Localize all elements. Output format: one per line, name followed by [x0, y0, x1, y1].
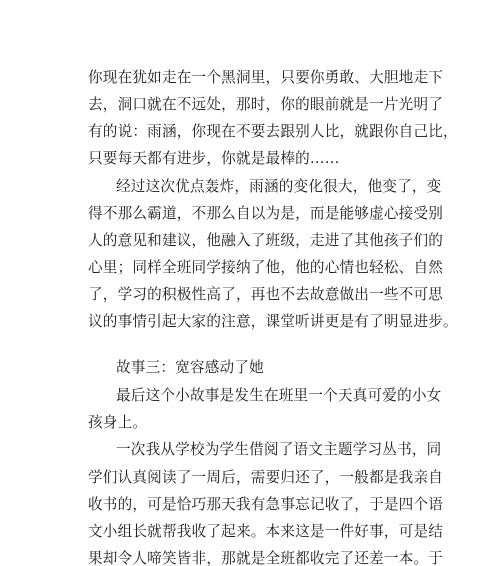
text-line: 你现在犹如走在一个黑洞里，只要你勇敢、大胆地走下 [88, 69, 444, 86]
text-line: 果却令人啼笑皆非，那就是全班都收完了还差一本。于 [88, 550, 444, 566]
text-line: 了，学习的积极性高了，再也不去故意做出一些不可思 [88, 286, 444, 303]
text-line: 有的说：雨涵，你现在不要去跟别人比，就跟你自己比， [88, 123, 458, 140]
text-line: 人的意见和建议，他融入了班级，走进了其他孩子们的 [88, 232, 444, 249]
text-line: 议的事情引起大家的注意，课堂听讲更是有了明显进步。 [88, 313, 458, 330]
section-heading: 故事三：宽容感动了她 [116, 359, 264, 376]
text-line: 去，洞口就在不远处，那时，你的眼前就是一片光明了 [88, 96, 444, 113]
text-line: 学们认真阅读了一周后，需要归还了，一般都是我亲自 [88, 469, 444, 486]
text-line: 得不那么霸道，不那么自以为是，而是能够虚心接受别 [88, 205, 444, 222]
text-line: 心里；同样全班同学接纳了他，他的心情也轻松、自然 [88, 259, 444, 276]
text-line: 一次我从学校为学生借阅了语文主题学习丛书，同 [116, 441, 442, 458]
text-line: 最后这个小故事是发生在班里一个天真可爱的小女 [116, 387, 442, 404]
text-line: 只要每天都有进步，你就是最棒的…… [88, 150, 340, 167]
text-line: 经过这次优点轰炸，雨涵的变化很大，他变了，变 [116, 178, 442, 195]
text-line: 文小组长就帮我收了起来。本来这是一件好事，可是结 [88, 523, 444, 540]
text-line: 收书的，可是恰巧那天我有急事忘记收了，于是四个语 [88, 496, 444, 513]
text-line: 孩身上。 [88, 414, 148, 431]
